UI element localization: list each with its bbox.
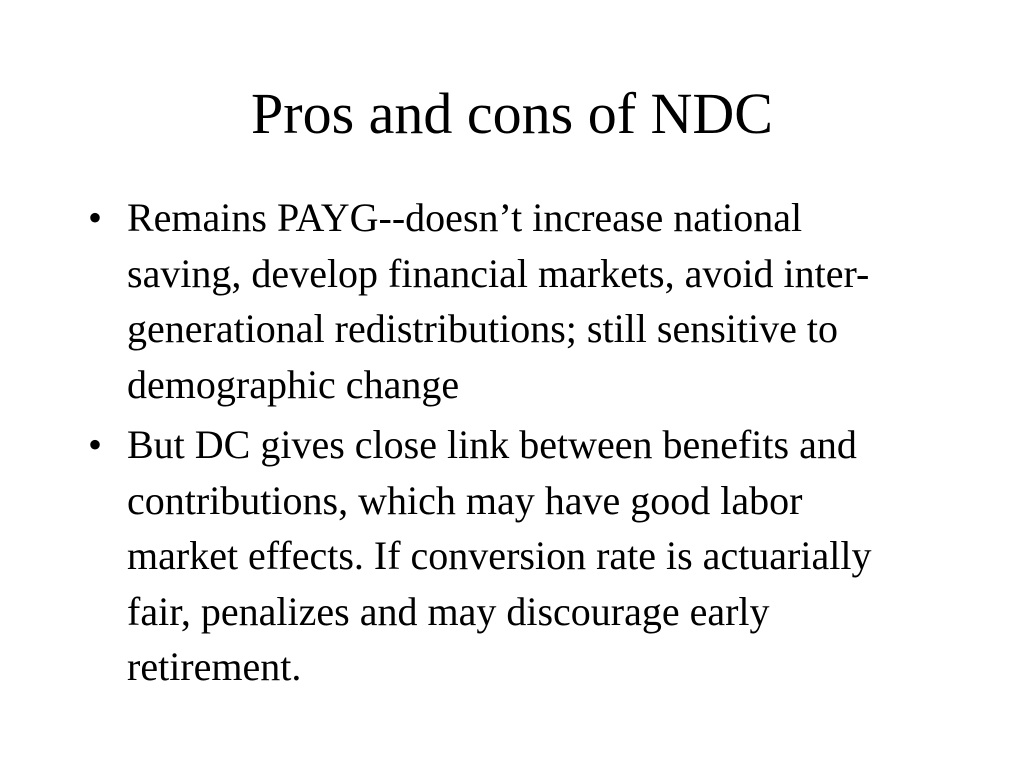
bullet-list bbox=[86, 190, 916, 700]
slide-title: Pros and cons of NDC bbox=[251, 81, 773, 146]
bullet-text: But DC gives close link between benefits and contributions, which may have good labor market effects. If conversion rate is actuarially fair, penalizes and may discourage early retirement. bbox=[127, 422, 872, 689]
bullet-icon: • bbox=[88, 195, 103, 240]
bullet-item-payg bbox=[86, 190, 916, 412]
bullet-text: Remains PAYG--doesn’t increase national saving, develop financial markets, avoid inter-generational redistributions; still sensitive to demographic change bbox=[127, 195, 870, 407]
bullet-item-dc-link bbox=[86, 417, 916, 695]
bullet-icon: • bbox=[88, 422, 103, 467]
